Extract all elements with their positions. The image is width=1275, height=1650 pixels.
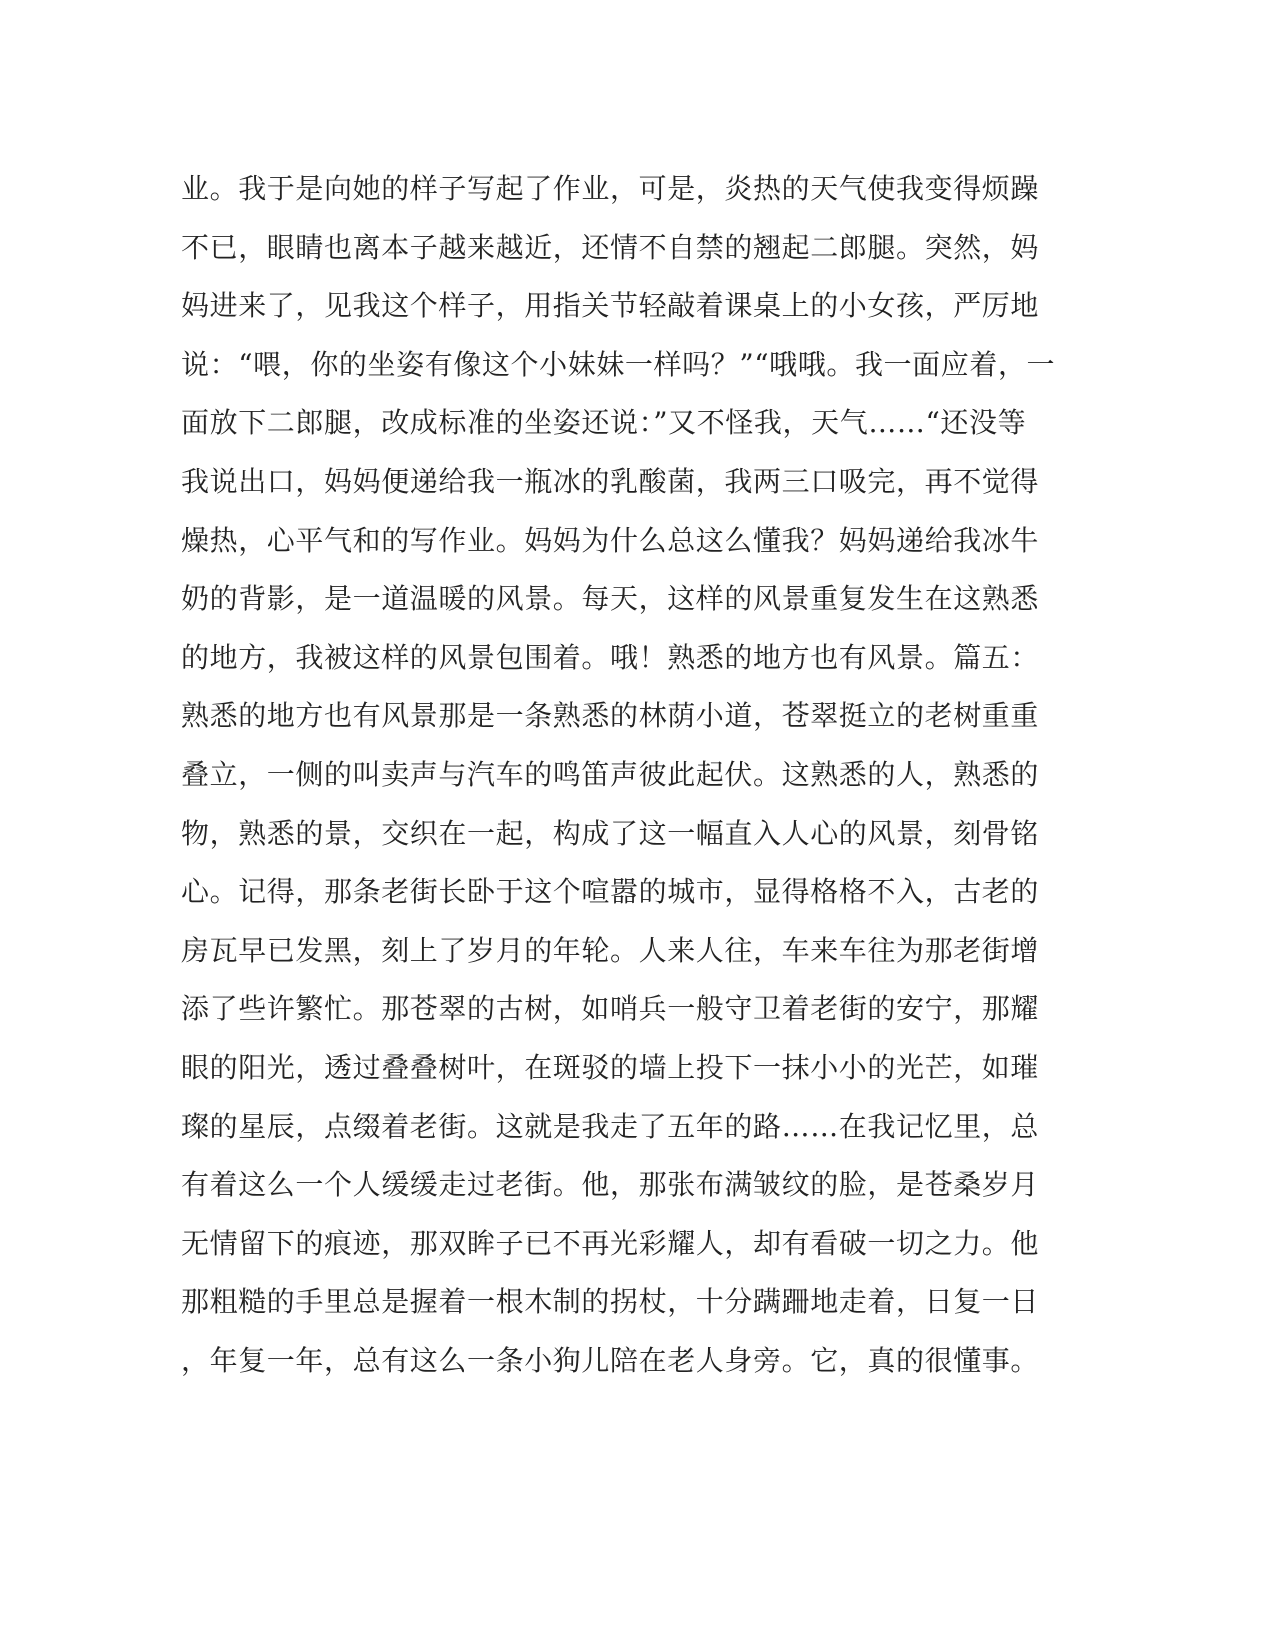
text-line: 说：“喂，你的坐姿有像这个小妹妹一样吗？”“哦哦。我一面应着，一 <box>181 347 1056 381</box>
text-line: 业。我于是向她的样子写起了作业，可是，炎热的天气使我变得烦躁 <box>181 172 1040 205</box>
text-line: 眼的阳光，透过叠叠树叶，在斑驳的墙上投下一抹小小的光芒，如璀 <box>181 1050 1040 1084</box>
text-line: 无情留下的痕迹，那双眸子已不再光彩耀人，却有看破一切之力。他 <box>181 1226 1040 1260</box>
text-line: ，年复一年，总有这么一条小狗儿陪在老人身旁。它，真的很懂事。 <box>181 1343 1040 1377</box>
text-line: 我说出口，妈妈便递给我一瓶冰的乳酸菌，我两三口吸完，再不觉得 <box>181 464 1040 498</box>
text-line: 面放下二郎腿，改成标准的坐姿还说：”又不怪我，天气……“还没等 <box>181 406 1027 440</box>
text-line: 有着这么一个人缓缓走过老街。他，那张布满皱纹的脸，是苍桑岁月 <box>181 1168 1040 1202</box>
body-text <box>181 160 1056 1390</box>
text-line: 奶的背影，是一道温暖的风景。每天，这样的风景重复发生在这熟悉 <box>181 582 1040 616</box>
text-line: 那粗糙的手里总是握着一根木制的拐杖，十分蹒跚地走着，日复一日 <box>181 1285 1040 1319</box>
text-line: 璨的星辰，点缀着老街。这就是我走了五年的路……在我记忆里，总 <box>181 1109 1040 1143</box>
text-line: 物，熟悉的景，交织在一起，构成了这一幅直入人心的风景，刻骨铭 <box>181 816 1040 850</box>
text-line: 燥热，心平气和的写作业。妈妈为什么总这么懂我？妈妈递给我冰牛 <box>181 523 1040 557</box>
text-line: 添了些许繁忙。那苍翠的古树，如哨兵一般守卫着老街的安宁，那耀 <box>181 992 1040 1026</box>
text-line: 的地方，我被这样的风景包围着。哦！熟悉的地方也有风景。篇五： <box>181 640 1040 674</box>
text-line: 不已，眼睛也离本子越来越近，还情不自禁的翘起二郎腿。突然，妈 <box>181 230 1040 264</box>
text-line: 房瓦早已发黑，刻上了岁月的年轮。人来人往，车来车往为那老街增 <box>181 933 1040 967</box>
text-line: 叠立，一侧的叫卖声与汽车的鸣笛声彼此起伏。这熟悉的人，熟悉的 <box>181 757 1040 791</box>
text-line: 熟悉的地方也有风景那是一条熟悉的林荫小道，苍翠挺立的老树重重 <box>181 699 1040 733</box>
text-line: 妈进来了，见我这个样子，用指关节轻敲着课桌上的小女孩，严厉地 <box>181 289 1040 323</box>
text-line: 心。记得，那条老街长卧于这个喧嚣的城市，显得格格不入，古老的 <box>181 875 1040 909</box>
